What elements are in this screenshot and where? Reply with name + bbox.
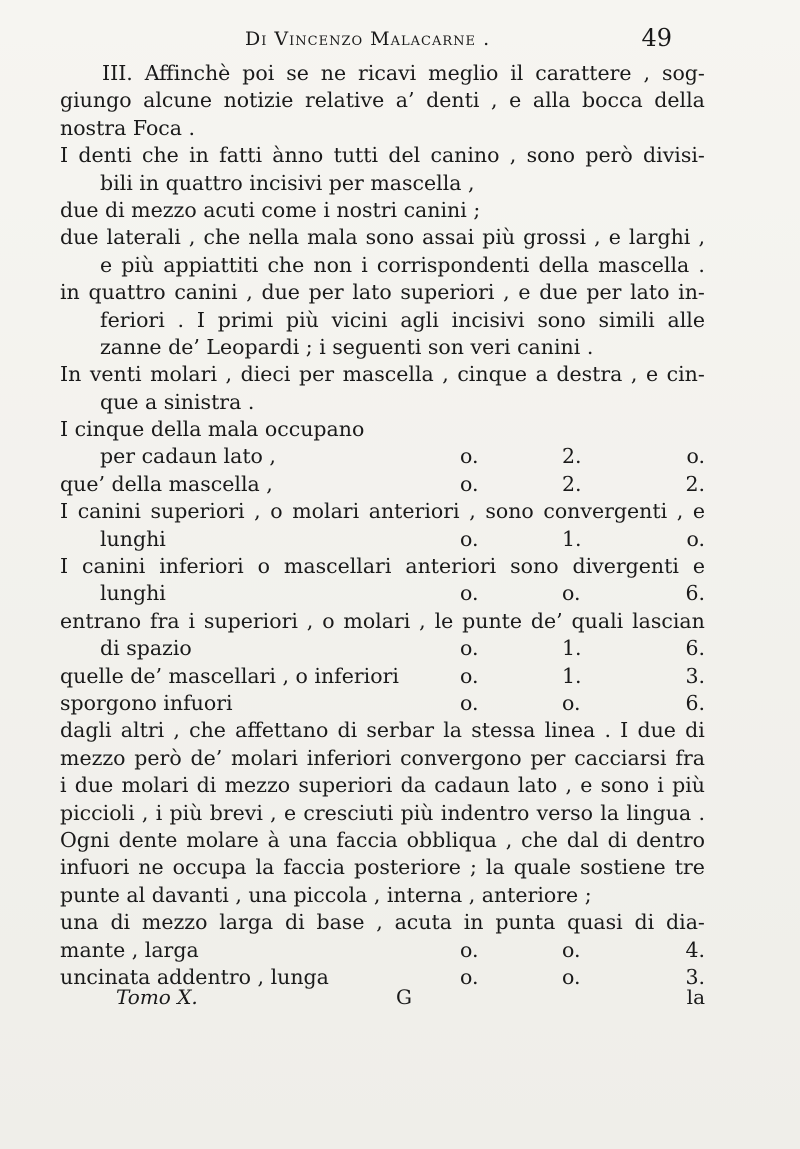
word: ,	[306, 608, 314, 633]
row-label: quelle de’ mascellari , o inferiori	[60, 663, 399, 688]
word: e	[509, 88, 522, 113]
word: tutti	[333, 143, 379, 168]
word: corrispondenti	[376, 252, 530, 277]
word: dentro	[636, 827, 705, 852]
word: lato	[517, 773, 558, 798]
word: superiori	[150, 499, 245, 524]
word: se	[286, 61, 309, 85]
word: canini	[77, 499, 141, 524]
word: .	[177, 307, 185, 332]
word: fra	[675, 745, 705, 770]
word: e	[580, 773, 593, 798]
word: e	[100, 252, 113, 277]
word: per	[530, 745, 566, 770]
word: ,	[254, 499, 261, 524]
text-line	[60, 60, 705, 87]
word: ,	[565, 773, 573, 798]
word: acuta	[394, 910, 452, 935]
word: la	[443, 718, 462, 743]
word: di	[634, 910, 655, 935]
row-value-3: 6.	[685, 690, 705, 715]
text-line	[60, 772, 705, 799]
text-line	[60, 909, 705, 936]
word: più	[121, 252, 155, 277]
word: dagli	[60, 718, 112, 743]
word: ,	[173, 718, 180, 743]
word: piccioli	[60, 800, 135, 825]
text-line	[60, 361, 705, 388]
word: di	[284, 910, 305, 935]
table-row	[60, 937, 705, 964]
word: il	[510, 61, 524, 85]
word: destra	[556, 362, 623, 387]
word: ,	[509, 143, 517, 168]
word: i	[657, 773, 664, 798]
word: appiattiti	[163, 252, 259, 277]
row-value-1: o.	[460, 964, 479, 989]
word: per	[299, 362, 335, 387]
word: superiori	[400, 280, 495, 305]
word: III.	[102, 61, 133, 85]
text-line	[60, 279, 705, 306]
word: in	[189, 143, 209, 168]
word: o	[322, 608, 335, 633]
word: giungo	[60, 88, 132, 113]
word: anteriori	[368, 499, 460, 524]
word: sono	[485, 499, 534, 524]
word: I	[620, 718, 629, 743]
row-value-1: o.	[460, 444, 479, 469]
word: faccia	[283, 855, 345, 880]
word: larga	[219, 910, 274, 935]
word: molari	[292, 499, 360, 524]
text-line: due di mezzo acuti come i nostri canini ;	[60, 197, 481, 222]
word: e	[645, 362, 659, 387]
word: .	[698, 800, 705, 825]
word: a	[535, 362, 548, 387]
word: una	[60, 910, 99, 935]
table-row	[60, 526, 705, 553]
word: ne	[320, 61, 347, 85]
word: superiori	[298, 773, 393, 798]
word: i	[60, 773, 67, 798]
word: due	[261, 280, 300, 305]
word: più	[400, 800, 434, 825]
word: primi	[217, 307, 274, 332]
word: due	[539, 280, 578, 305]
word: della	[538, 252, 590, 277]
table-row	[60, 443, 705, 470]
word: bocca	[582, 88, 643, 113]
word: ,	[698, 225, 705, 250]
word: sostiene	[580, 855, 666, 880]
word: .	[698, 252, 705, 277]
word: poi	[242, 61, 275, 85]
row-value-1: o.	[460, 471, 479, 496]
word: stessa	[471, 718, 536, 743]
row-value-3: 6.	[685, 581, 705, 606]
word: dia-	[666, 910, 705, 935]
table-row	[60, 471, 705, 498]
row-value-3: 3.	[685, 964, 705, 989]
word: le	[434, 608, 454, 633]
word: molari	[121, 773, 189, 798]
word: ,	[225, 362, 233, 387]
text-line	[60, 854, 705, 881]
word: che	[267, 252, 305, 277]
row-label: di spazio	[100, 636, 192, 661]
text-line	[60, 142, 705, 169]
row-value-2: o.	[562, 690, 581, 715]
table-row	[60, 580, 705, 607]
word: due	[637, 718, 676, 743]
word: fra	[150, 608, 180, 633]
word: divergenti	[572, 554, 679, 579]
row-label: lunghi	[100, 581, 166, 606]
text-line	[60, 498, 705, 525]
word: due	[74, 773, 114, 798]
word: venti	[89, 362, 142, 387]
row-value-3: 3.	[685, 663, 705, 688]
word: mascella	[342, 362, 434, 387]
word: punte	[462, 608, 523, 633]
word: dente	[118, 827, 178, 852]
row-value-3: 6.	[685, 636, 705, 661]
word: e	[608, 225, 621, 250]
word: I	[60, 554, 69, 579]
word: .	[604, 718, 611, 743]
word: più	[482, 225, 516, 250]
word: cacciarsi	[574, 745, 667, 770]
text-line	[60, 827, 705, 854]
row-value-2: 2.	[562, 444, 582, 469]
word: ,	[246, 280, 253, 305]
text-line: I cinque della mala occupano	[60, 417, 365, 442]
row-value-1: o.	[460, 663, 479, 688]
word: Affinchè	[144, 61, 231, 85]
word: nella	[248, 225, 300, 250]
word: la	[255, 855, 275, 880]
word: carattere	[535, 61, 632, 85]
table-row	[60, 635, 705, 662]
word: quali	[571, 608, 624, 633]
word: entrano	[60, 608, 142, 633]
word: laterali	[106, 225, 181, 250]
word: de’	[190, 745, 223, 770]
word: di	[196, 773, 217, 798]
word: cadaun	[434, 773, 510, 798]
word: i	[361, 252, 368, 277]
row-value-1: o.	[460, 636, 479, 661]
word: molari	[150, 362, 218, 387]
word: I	[60, 143, 69, 168]
word: e	[518, 280, 531, 305]
row-label: que’ della mascella ,	[60, 471, 273, 496]
word: à	[267, 827, 280, 852]
word: ,	[676, 499, 684, 524]
word: in	[463, 910, 484, 935]
word: ,	[594, 225, 601, 250]
word: incisivi	[451, 307, 525, 332]
row-label: per cadaun lato ,	[100, 444, 276, 469]
word: più	[285, 307, 319, 332]
word: tre	[674, 855, 705, 880]
word: simili	[598, 307, 655, 332]
word: lascian	[632, 608, 705, 633]
word: di	[110, 910, 131, 935]
word: In	[60, 362, 82, 387]
text-line	[60, 87, 705, 114]
word: ,	[376, 910, 383, 935]
text-line	[60, 800, 705, 827]
word: ,	[491, 88, 498, 113]
word: ,	[630, 362, 638, 387]
word: relative	[304, 88, 385, 113]
text-line	[60, 224, 705, 251]
word: obbliqua	[406, 827, 497, 852]
word: ne	[138, 855, 164, 880]
word: divisi-	[643, 143, 705, 168]
text-line	[60, 717, 705, 744]
row-value-3: 2.	[685, 471, 705, 496]
text-line: nostra Foca .	[60, 115, 196, 140]
catchword: la	[686, 985, 705, 1009]
row-value-2: 2.	[562, 471, 582, 496]
text-line: punte al davanti , una piccola , interna , anteriore ;	[60, 882, 592, 907]
word: superiori	[203, 608, 298, 633]
word: convergenti	[543, 499, 668, 524]
word: che	[521, 827, 558, 852]
row-value-2: o.	[562, 581, 581, 606]
row-value-1: o.	[460, 581, 479, 606]
word: ,	[469, 499, 476, 524]
word: lato	[630, 280, 670, 305]
row-label: uncinata addentro , lunga	[60, 964, 329, 989]
row-value-3: o.	[686, 444, 705, 469]
word: mala	[307, 225, 358, 250]
word: ,	[188, 225, 196, 250]
word: che	[203, 225, 241, 250]
word: di	[685, 718, 705, 743]
word: del	[388, 143, 421, 168]
word: molari	[343, 608, 411, 633]
word: linea	[544, 718, 596, 743]
word: quattro	[88, 280, 166, 305]
text-line	[60, 553, 705, 580]
word: fatti	[219, 143, 262, 168]
word: però	[585, 143, 633, 168]
word: a’	[395, 88, 415, 113]
word: più	[672, 773, 705, 798]
page-body	[60, 60, 705, 991]
row-label: mante , larga	[60, 937, 199, 962]
word: sono	[526, 143, 576, 168]
row-value-1: o.	[460, 937, 479, 962]
table-row	[60, 690, 705, 717]
word: serbar	[366, 718, 435, 743]
word: in	[60, 280, 80, 305]
text-line	[60, 745, 705, 772]
word: denti	[426, 88, 480, 113]
row-value-3: 4.	[685, 937, 705, 962]
word: canini	[174, 280, 238, 305]
text-line	[60, 307, 705, 334]
page-header	[0, 24, 800, 54]
word: molari	[231, 745, 298, 770]
word: canini	[82, 554, 146, 579]
word: dieci	[240, 362, 291, 387]
volume-label: Tomo X.	[116, 985, 198, 1009]
word: la	[485, 855, 505, 880]
word: ,	[643, 61, 651, 85]
word: ricavi	[358, 61, 417, 85]
word: due	[60, 225, 99, 250]
row-value-3: o.	[686, 526, 705, 551]
word: grossi	[523, 225, 587, 250]
word: ,	[419, 608, 426, 633]
word: base	[316, 910, 365, 935]
word: indentro	[440, 800, 530, 825]
word: altri	[120, 718, 165, 743]
word: ,	[442, 362, 449, 387]
word: o	[257, 554, 270, 579]
word: alle	[667, 307, 705, 332]
word: ,	[505, 827, 513, 852]
text-line	[60, 608, 705, 635]
word: de’	[530, 608, 563, 633]
row-value-2: 1.	[562, 526, 582, 551]
text-line: bili in quattro incisivi per mascella ,	[100, 170, 475, 195]
row-value-2: o.	[562, 964, 581, 989]
word: mezzo	[141, 910, 208, 935]
word: sono	[600, 773, 650, 798]
word: quale	[513, 855, 571, 880]
word: cin-	[666, 362, 705, 387]
word: punta	[495, 910, 556, 935]
word: quasi	[567, 910, 623, 935]
row-label: sporgono infuori	[60, 690, 233, 715]
word: ànno	[272, 143, 324, 168]
row-value-1: o.	[460, 526, 479, 551]
word: vicini	[331, 307, 388, 332]
table-row	[60, 663, 705, 690]
word: mezzo	[60, 745, 126, 770]
row-label: lunghi	[100, 526, 166, 551]
word: posteriore	[353, 855, 461, 880]
word: notizie	[223, 88, 294, 113]
word: di	[337, 718, 358, 743]
word: ,	[141, 800, 149, 825]
word: Ogni	[60, 827, 110, 852]
word: anteriori	[405, 554, 497, 579]
word: la	[600, 800, 620, 825]
word: ,	[503, 280, 510, 305]
word: ;	[469, 855, 477, 880]
row-value-2: 1.	[562, 636, 582, 661]
word: e	[283, 800, 297, 825]
word: canino	[430, 143, 500, 168]
word: e	[692, 499, 705, 524]
word: che	[141, 143, 179, 168]
row-value-1: o.	[460, 690, 479, 715]
word: faccia	[336, 827, 398, 852]
word: i	[155, 800, 163, 825]
word: da	[400, 773, 426, 798]
word: sono	[510, 554, 559, 579]
word: per	[586, 280, 622, 305]
word: sono	[537, 307, 586, 332]
word: agli	[400, 307, 439, 332]
word: sono	[365, 225, 415, 250]
word: larghi	[628, 225, 691, 250]
word: per	[308, 280, 344, 305]
word: convergono	[400, 745, 522, 770]
word: brevi	[209, 800, 263, 825]
word: sog-	[661, 61, 705, 85]
word: inferiori	[306, 745, 392, 770]
word: molare	[186, 827, 259, 852]
signature-mark: G	[396, 985, 412, 1009]
word: inferiori	[159, 554, 244, 579]
word: denti	[78, 143, 132, 168]
word: I	[60, 499, 69, 524]
word: meglio	[428, 61, 499, 85]
running-head: Di Vincenzo Malacarne .	[245, 28, 491, 50]
word: o	[270, 499, 283, 524]
text-line: que a sinistra .	[100, 389, 255, 414]
text-line	[60, 252, 705, 279]
word: che	[189, 718, 226, 743]
word: cresciuti	[303, 800, 394, 825]
word: i	[188, 608, 196, 633]
word: più	[169, 800, 203, 825]
word: mascellari	[283, 554, 392, 579]
word: I	[196, 307, 205, 332]
word: infuori	[60, 855, 130, 880]
word: in-	[678, 280, 705, 305]
word: alcune	[143, 88, 212, 113]
text-line: zanne de’ Leopardi ; i seguenti son veri canini .	[100, 334, 594, 359]
word: di	[607, 827, 628, 852]
word: cinque	[457, 362, 528, 387]
word: alla	[532, 88, 571, 113]
word: dal	[566, 827, 599, 852]
word: e	[692, 554, 705, 579]
word: però	[134, 745, 182, 770]
page-number: 49	[641, 24, 672, 52]
word: della	[654, 88, 705, 113]
word: non	[313, 252, 353, 277]
row-value-2: 1.	[562, 663, 582, 688]
word: una	[288, 827, 328, 852]
word: mascella	[598, 252, 690, 277]
word: affettano	[235, 718, 329, 743]
row-value-2: o.	[562, 937, 581, 962]
word: ,	[270, 800, 277, 825]
word: feriori	[100, 307, 165, 332]
word: lato	[352, 280, 392, 305]
word: occupa	[172, 855, 247, 880]
word: verso	[536, 800, 594, 825]
page-footer	[60, 985, 705, 1015]
word: lingua	[626, 800, 692, 825]
word: assai	[422, 225, 475, 250]
word: mezzo	[224, 773, 291, 798]
